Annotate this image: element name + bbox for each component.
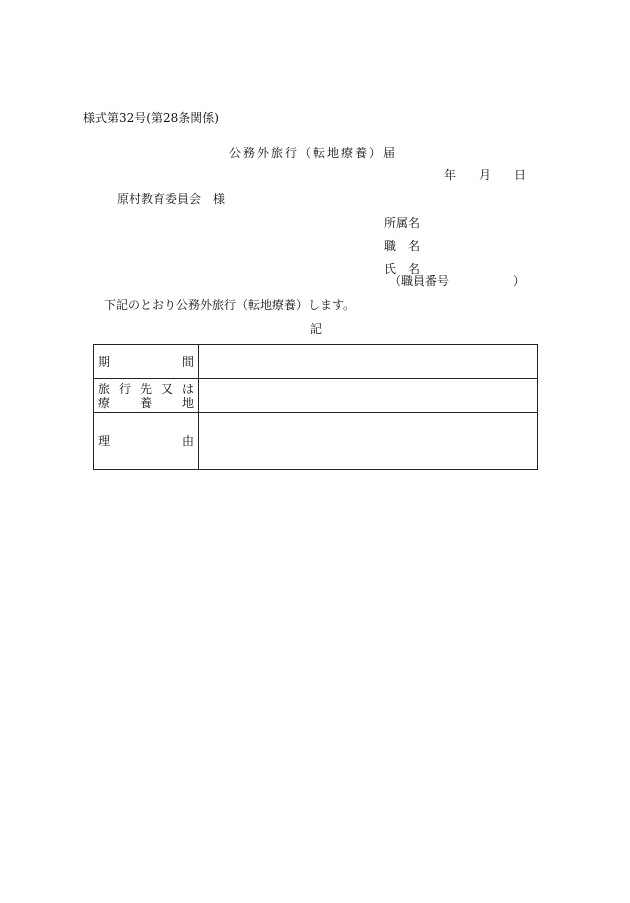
period-value-cell[interactable]	[199, 345, 538, 379]
reason-value-cell[interactable]	[199, 413, 538, 470]
destination-value-cell[interactable]	[199, 379, 538, 413]
period-label-cell	[94, 345, 199, 379]
body-text: 下記のとおり公務外旅行（転地療養）します。	[104, 298, 356, 312]
date-year-label: 年	[444, 168, 457, 182]
destination-char: 地	[181, 395, 194, 410]
date-month-label: 月	[479, 168, 492, 182]
destination-char: 療	[98, 395, 111, 410]
destination-char: 行	[118, 381, 131, 396]
position-label	[384, 239, 420, 253]
staff-number-label: （職員番号	[389, 274, 450, 288]
date-day-label: 日	[514, 168, 527, 182]
reason-label-cell	[94, 413, 199, 470]
document-title: 公務外旅行（転地療養）届	[229, 146, 398, 160]
affiliation-label: 所属名	[384, 216, 421, 230]
travel-record-table	[93, 344, 538, 470]
position-char: 名	[408, 239, 421, 253]
staff-number-close: ）	[513, 274, 526, 288]
destination-char: 旅	[98, 381, 111, 396]
period-char: 期	[98, 354, 111, 369]
reason-char: 由	[181, 434, 194, 448]
destination-char: 又	[160, 381, 173, 396]
table-row	[94, 379, 538, 413]
destination-char: 先	[139, 381, 152, 396]
reason-char: 理	[98, 434, 111, 448]
table-row	[94, 413, 538, 470]
destination-char: 養	[139, 395, 152, 410]
name-char: 氏	[384, 262, 397, 276]
table-row	[94, 345, 538, 379]
form-number: 様式第32号(第28条関係)	[83, 111, 219, 125]
destination-label-cell	[94, 379, 199, 413]
record-label: 記	[310, 322, 323, 336]
name-char: 名	[408, 262, 421, 276]
position-char: 職	[384, 239, 397, 253]
addressee: 原村教育委員会 様	[117, 192, 226, 206]
destination-char: は	[181, 381, 194, 396]
period-char: 間	[181, 354, 194, 369]
